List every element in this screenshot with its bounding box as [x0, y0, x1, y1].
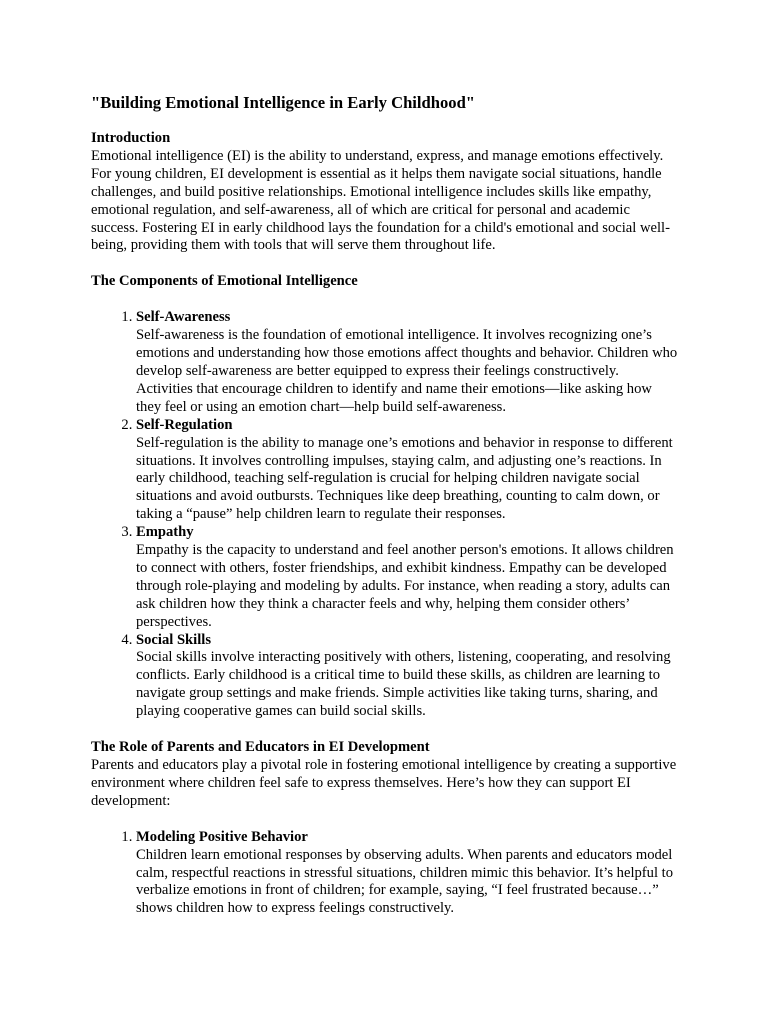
- component-text: Self-regulation is the ability to manage one’s emotions and behavior in response to different situations. It involves controlling impulses, staying calm, and adjusting one’s reactions. In early childhood, teaching self-regulation is crucial for helping children navigate social situations and avoid outbursts. Techniques like deep breathing, counting to calm down, or taking a “pause” help children learn to regulate their responses.: [136, 434, 673, 523]
- component-text: Self-awareness is the foundation of emotional intelligence. It involves recognizing one’s emotions and understanding how those emotions affect thoughts and behavior. Children who develop self-awareness are better equipped to express their feelings constructively. Activities that encourage children to identify and name their emotions—like asking how they feel or using an emotion chart—help build self-awareness.: [136, 327, 678, 415]
- component-title: 2. Self-Regulation: [136, 416, 233, 433]
- component-title: 4. Social Skills: [136, 631, 212, 648]
- component-title: 3. Empathy: [136, 524, 194, 541]
- list-item: [136, 524, 678, 631]
- components-list: [91, 309, 678, 721]
- document-title: "Building Emotional Intelligence in Early Childhood": [91, 93, 476, 112]
- list-item: [136, 632, 678, 722]
- introduction-heading: Introduction: [91, 130, 171, 146]
- role-list: [91, 829, 678, 919]
- list-item: [136, 417, 678, 524]
- list-item: [136, 309, 678, 416]
- role-heading: The Role of Parents and Educators in EI Development: [91, 739, 430, 756]
- component-text: Empathy is the capacity to understand and feel another person's emotions. It allows children to connect with others, foster friendships, and exhibit kindness. Empathy can be developed through role-playing and modeling by adults. For instance, when reading a story, adults can ask children how they think a character feels and why, helping them consider others’ perspectives.: [136, 542, 674, 630]
- introduction-text: Emotional intelligence (EI) is the ability to understand, express, and manage emotions effectively. For young children, EI development is essential as it helps them navigate social situations, handle challenges, and build positive relationships. Emotional intelligence includes skills like empathy, emotional regulation, and self-awareness, all of which are critical for personal and academic success. Fostering EI in early childhood lays the foundation for a child's emotional and social well-being, providing them with tools that will serve them throughout life.: [91, 147, 670, 254]
- list-item: [136, 829, 678, 919]
- components-heading: The Components of Emotional Intelligence: [91, 273, 358, 290]
- role-item-text: Children learn emotional responses by observing adults. When parents and educators model calm, respectful reactions in stressful situations, children mimic this behavior. It’s helpful to verbalize emotions in front of children; for example, saying, “I feel frustrated because…” shows children how to express feelings constructively.: [136, 846, 674, 917]
- component-title: 1. Self-Awareness: [136, 309, 231, 326]
- role-item-title: 1. Modeling Positive Behavior: [136, 828, 308, 845]
- role-text: Parents and educators play a pivotal role in fostering emotional intelligence by creating a supportive environment where children feel safe to express themselves. Here’s how they can support EI development:: [91, 757, 677, 809]
- component-text: Social skills involve interacting positively with others, listening, cooperating, and resolving conflicts. Early childhood is a critical time to build these skills, as children are learning to navigate group settings and make friends. Simple activities like taking turns, sharing, and playing cooperative games can build social skills.: [136, 649, 671, 720]
